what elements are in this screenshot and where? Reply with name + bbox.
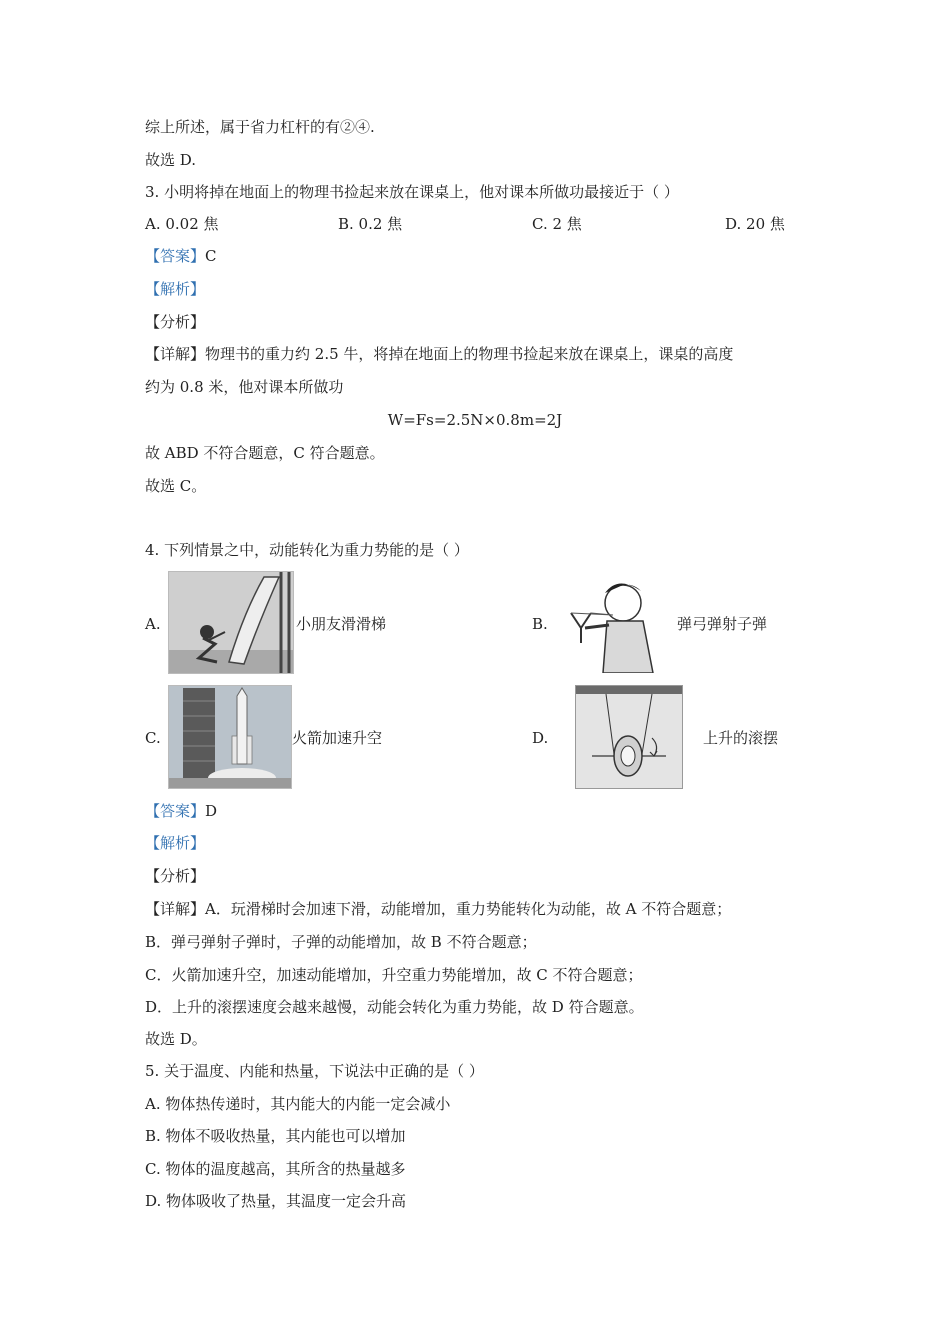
q4-analysis-tag: 【解析】 bbox=[145, 834, 206, 852]
q3-option-b: B. 0.2 焦 bbox=[338, 215, 403, 233]
q4-conclusion: 故选 D。 bbox=[145, 1030, 207, 1048]
q3-option-c: C. 2 焦 bbox=[532, 215, 582, 233]
q4-option-d-caption: 上升的滚摆 bbox=[703, 729, 779, 747]
q4-option-a-letter: A. bbox=[145, 615, 161, 633]
q3-detail-1: 【详解】物理书的重力约 2.5 牛，将掉在地面上的物理书捡起来放在课桌上，课桌的高度 bbox=[145, 345, 734, 363]
q5-option-c: C. 物体的温度越高，其所含的热量越多 bbox=[145, 1160, 406, 1178]
q3-option-a: A. 0.02 焦 bbox=[145, 215, 219, 233]
q3-detail-3: 故 ABD 不符合题意，C 符合题意。 bbox=[145, 444, 385, 462]
q4-option-c-letter: C. bbox=[145, 729, 161, 747]
slingshot-illustration bbox=[563, 573, 663, 673]
q4-option-b-caption: 弹弓弹射子弹 bbox=[677, 615, 768, 633]
q4-option-c-caption: 火箭加速升空 bbox=[292, 729, 383, 747]
slide-image bbox=[168, 571, 294, 674]
q4-stem: 4. 下列情景之中，动能转化为重力势能的是（ ） bbox=[145, 541, 469, 559]
q4-option-a-caption: 小朋友滑滑梯 bbox=[296, 615, 387, 633]
q3-stem: 3. 小明将掉在地面上的物理书捡起来放在课桌上，他对课本所做功最接近于（ ） bbox=[145, 183, 679, 201]
answer-tag: 【答案】 bbox=[145, 247, 206, 265]
q4-detail-2: B．弹弓弹射子弹时，子弹的动能增加，故 B 不符合题意； bbox=[145, 933, 537, 951]
maxwell-pendulum-illustration bbox=[576, 686, 682, 788]
maxwell-pendulum-image bbox=[575, 685, 683, 789]
q3-formula: W=Fs=2.5N×0.8m=2J bbox=[387, 411, 563, 429]
q3-detail-2: 约为 0.8 米，他对课本所做功 bbox=[145, 378, 344, 396]
q4-answer-line bbox=[145, 801, 217, 821]
q4-detail-4: D．上升的滚摆速度会越来越慢，动能会转化为重力势能，故 D 符合题意。 bbox=[145, 998, 644, 1016]
slide-illustration bbox=[169, 572, 293, 673]
q3-analysis-tag: 【解析】 bbox=[145, 280, 206, 298]
q4-detail-1: 【详解】A．玩滑梯时会加速下滑，动能增加，重力势能转化为动能，故 A 不符合题意； bbox=[145, 900, 732, 918]
q4-detail-3: C．火箭加速升空，加速动能增加，升空重力势能增加，故 C 不符合题意； bbox=[145, 966, 643, 984]
q3-conclusion: 故选 C。 bbox=[145, 477, 207, 495]
q3-answer-line bbox=[145, 246, 217, 266]
slingshot-image bbox=[563, 573, 663, 673]
q4-option-b-letter: B. bbox=[532, 615, 548, 633]
q5-option-a: A. 物体热传递时，其内能大的内能一定会减小 bbox=[145, 1095, 451, 1113]
q4-fenxi: 【分析】 bbox=[145, 867, 206, 885]
q3-answer: C bbox=[205, 247, 217, 265]
answer-tag: 【答案】 bbox=[145, 802, 206, 820]
summary-conclusion: 故选 D. bbox=[145, 151, 197, 169]
summary-line: 综上所述，属于省力杠杆的有②④. bbox=[145, 118, 375, 136]
q3-option-d: D. 20 焦 bbox=[725, 215, 785, 233]
q3-fenxi: 【分析】 bbox=[145, 313, 206, 331]
q5-option-d: D. 物体吸收了热量，其温度一定会升高 bbox=[145, 1192, 407, 1210]
q4-option-d-letter: D. bbox=[532, 729, 549, 747]
q5-option-b: B. 物体不吸收热量，其内能也可以增加 bbox=[145, 1127, 406, 1145]
q4-answer: D bbox=[205, 802, 218, 820]
q5-stem: 5. 关于温度、内能和热量，下说法中正确的是（ ） bbox=[145, 1062, 484, 1080]
rocket-illustration bbox=[169, 686, 291, 788]
rocket-image bbox=[168, 685, 292, 789]
